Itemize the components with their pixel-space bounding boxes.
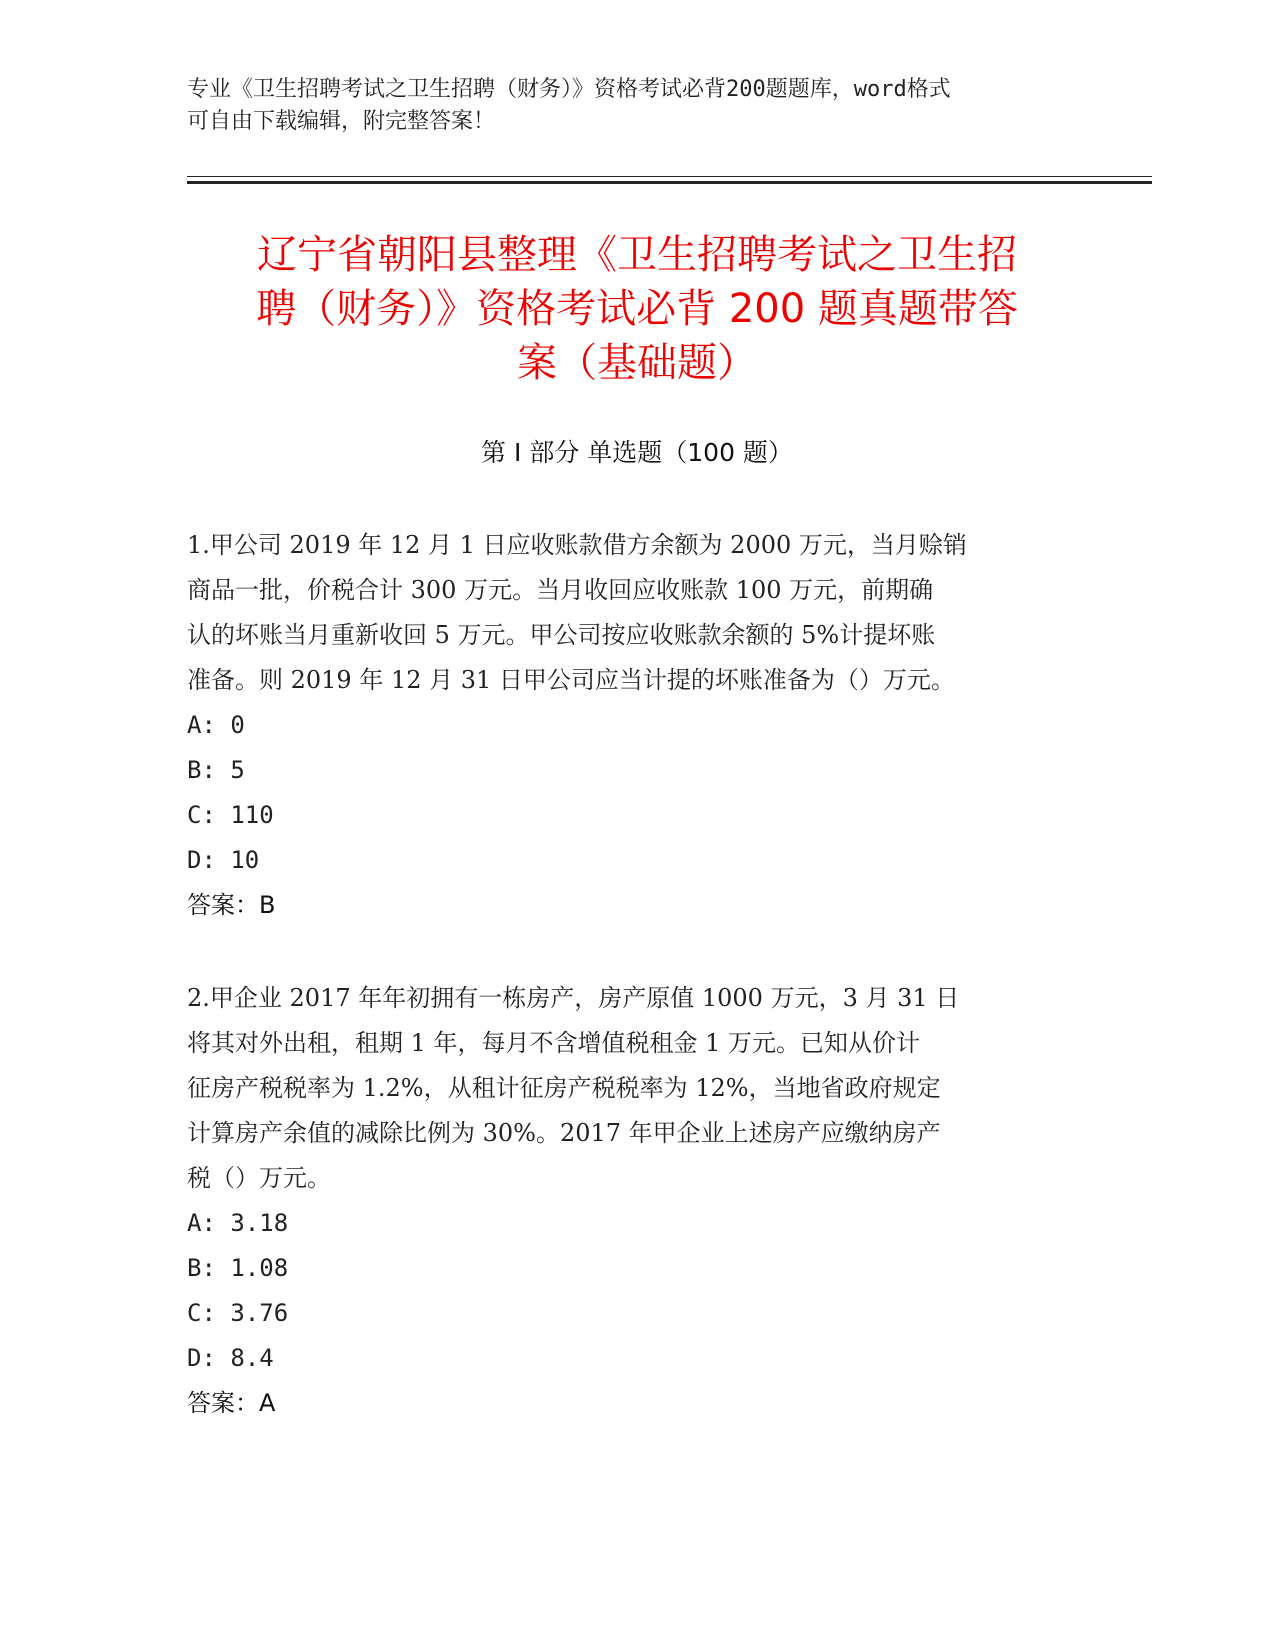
header-divider-thin bbox=[187, 176, 1152, 177]
title-line: 聘（财务）》资格考试必背 200 题真题带答 bbox=[256, 286, 1018, 332]
answer-label: 答案：A bbox=[187, 1389, 276, 1417]
question-text-line: 2.甲企业 2017 年年初拥有一栋房产，房产原值 1000 万元，3 月 31 日 bbox=[187, 984, 960, 1012]
title-line: 辽宁省朝阳县整理《卫生招聘考试之卫生招 bbox=[257, 232, 1017, 278]
answer-label: 答案：B bbox=[187, 891, 276, 919]
question-block bbox=[187, 976, 1087, 1426]
option-b: B: 5 bbox=[187, 756, 245, 784]
header-note-line: 专业《卫生招聘考试之卫生招聘（财务）》资格考试必背200题题库，word格式 bbox=[187, 77, 951, 102]
question-text-line: 税（）万元。 bbox=[187, 1164, 331, 1192]
question-text-line: 将其对外出租，租期 1 年，每月不含增值税租金 1 万元。已知从价计 bbox=[187, 1029, 921, 1057]
document-title bbox=[187, 228, 1087, 390]
header-note bbox=[187, 74, 1067, 138]
option-d: D: 8.4 bbox=[187, 1344, 274, 1372]
option-a: A: 3.18 bbox=[187, 1209, 289, 1237]
question-block bbox=[187, 523, 1087, 928]
question-text-line: 计算房产余值的减除比例为 30%。2017 年甲企业上述房产应缴纳房产 bbox=[187, 1119, 941, 1147]
question-text-line: 准备。则 2019 年 12 月 31 日甲公司应当计提的坏账准备为（）万元。 bbox=[187, 666, 955, 694]
option-c: C: 3.76 bbox=[187, 1299, 289, 1327]
option-d: D: 10 bbox=[187, 846, 260, 874]
header-note-line: 可自由下载编辑，附完整答案！ bbox=[187, 109, 496, 134]
option-c: C: 110 bbox=[187, 801, 274, 829]
question-text-line: 商品一批，价税合计 300 万元。当月收回应收账款 100 万元，前期确 bbox=[187, 576, 934, 604]
section-title: 第 I 部分 单选题（100 题） bbox=[481, 438, 793, 467]
question-text-line: 征房产税税率为 1.2%，从租计征房产税税率为 12%，当地省政府规定 bbox=[187, 1074, 941, 1102]
option-b: B: 1.08 bbox=[187, 1254, 289, 1282]
option-a: A: 0 bbox=[187, 711, 245, 739]
question-text-line: 认的坏账当月重新收回 5 万元。甲公司按应收账款余额的 5%计提坏账 bbox=[187, 621, 936, 649]
title-line: 案（基础题） bbox=[517, 340, 757, 386]
question-text-line: 1.甲公司 2019 年 12 月 1 日应收账款借方余额为 2000 万元，当月赊销 bbox=[187, 531, 967, 559]
header-divider-thick bbox=[187, 181, 1152, 184]
